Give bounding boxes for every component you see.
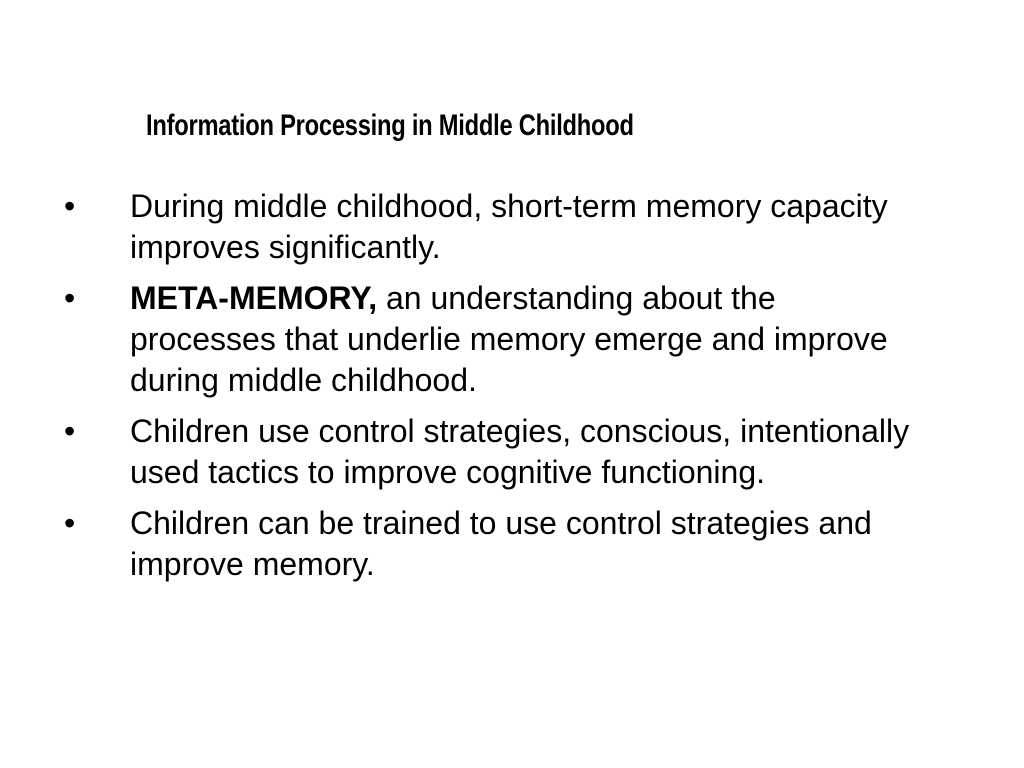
bullet-dot-icon: • — [64, 188, 76, 224]
bullet-text: During middle childhood, short-term memory capacity improves significantly. — [130, 188, 888, 265]
bullet-item — [0, 186, 930, 268]
bullet-dot-icon: • — [64, 413, 76, 449]
slide-title: Information Processing in Middle Childhood — [146, 109, 634, 142]
bullet-item — [0, 503, 930, 585]
bullet-text: Children can be trained to use control strategies and improve memory. — [130, 505, 872, 582]
bullet-text: Children use control strategies, conscious, intentionally used tactics to improve cognitive functioning. — [130, 413, 910, 490]
bullet-item — [0, 411, 930, 493]
bullet-item — [0, 278, 930, 401]
bullet-list — [0, 186, 1024, 595]
bullet-dot-icon: • — [64, 280, 76, 316]
bullet-bold-text: META-MEMORY, — [130, 280, 378, 316]
bullet-text: an understanding about the processes that underlie memory emerge and improve during middle childhood. — [130, 280, 888, 398]
bullet-dot-icon: • — [64, 505, 76, 541]
